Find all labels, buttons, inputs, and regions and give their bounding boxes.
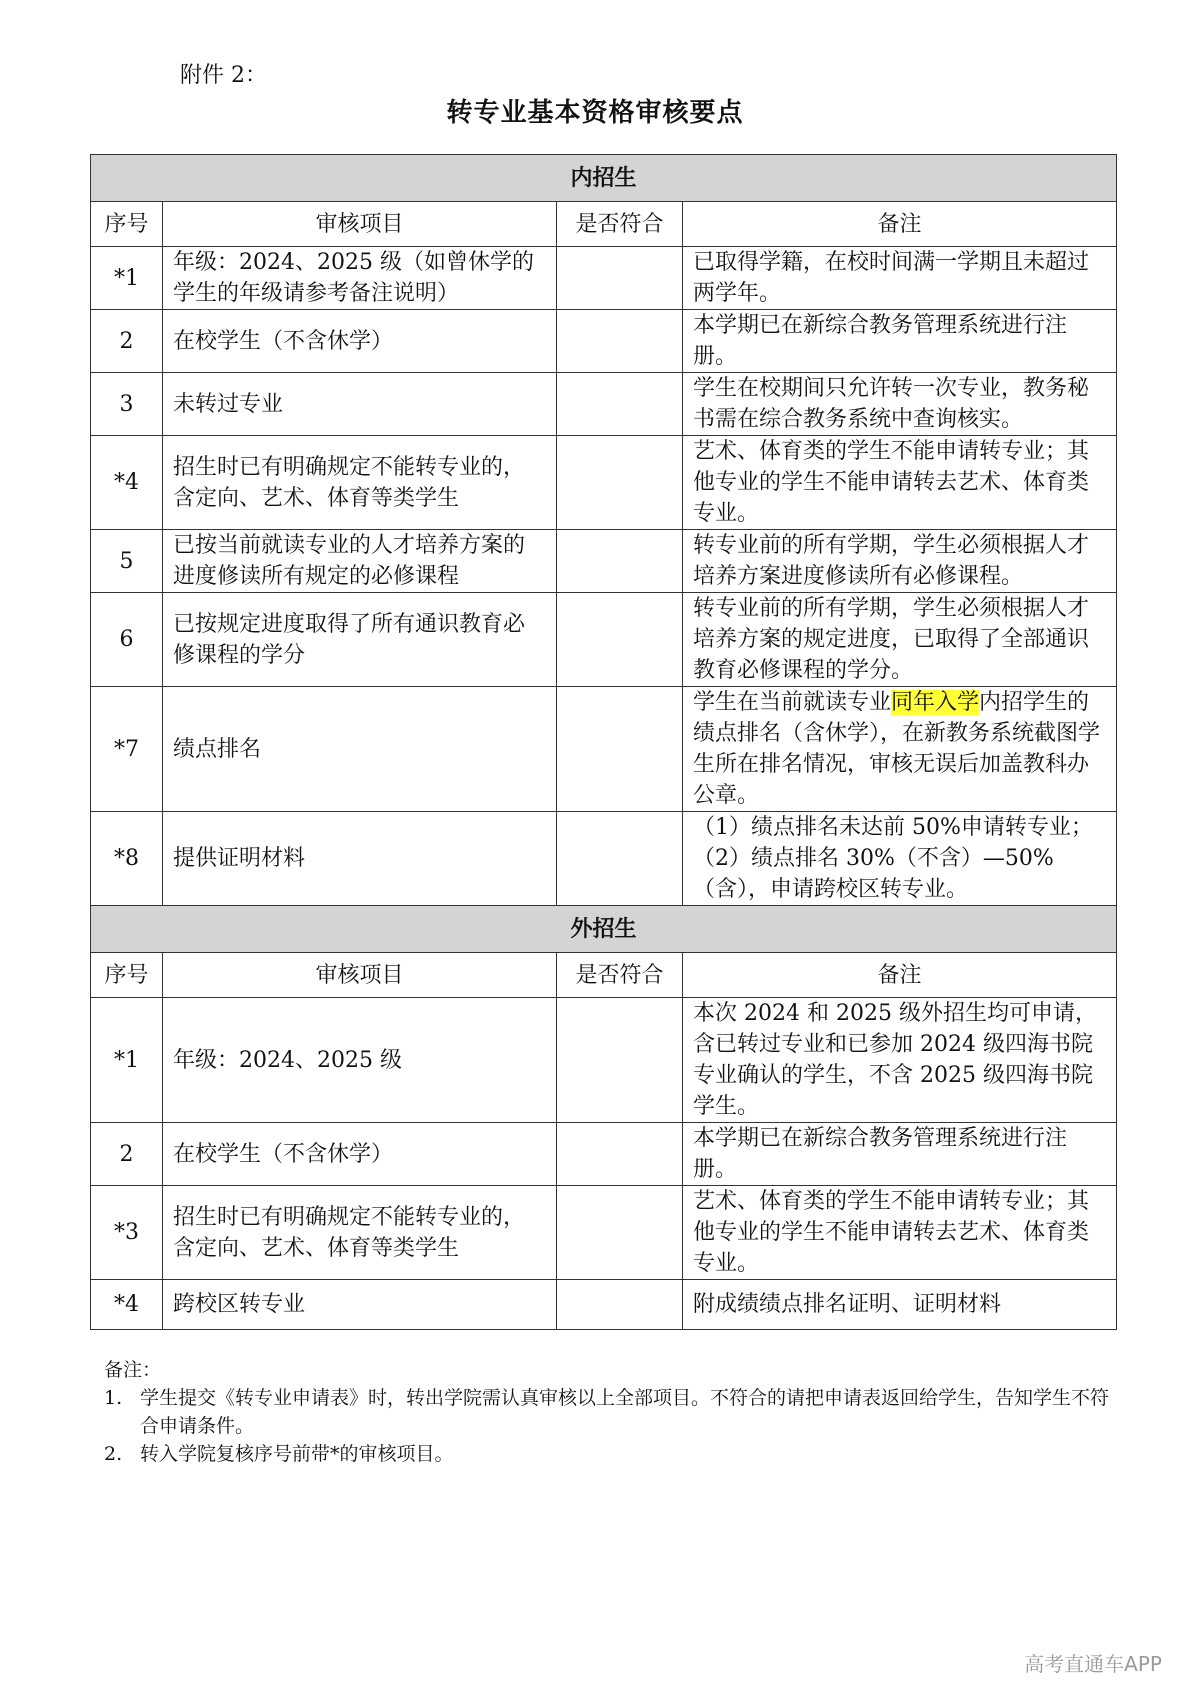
table-row xyxy=(91,998,1117,1123)
remark-cell: 附成绩绩点排名证明、证明材料 xyxy=(683,1280,1117,1330)
note-text: 转入学院复核序号前带*的审核项目。 xyxy=(140,1443,454,1465)
remark-cell: 本学期已在新综合教务管理系统进行注册。 xyxy=(683,310,1117,373)
table-row xyxy=(91,1123,1117,1186)
remark-text: 内招学生的绩点排名（含休学），在新教务系统截图学生所在排名情况，审核无误后加盖教科办公章。 xyxy=(693,690,1101,808)
review-item: 招生时已有明确规定不能转专业的，含定向、艺术、体育等类学生 xyxy=(163,1186,557,1280)
section-title-external: 外招生 xyxy=(91,906,1117,953)
col-header-remark: 备注 xyxy=(683,953,1117,998)
review-item: 年级：2024、2025 级（如曾休学的学生的年级请参考备注说明） xyxy=(163,247,557,310)
note-number: 2. xyxy=(104,1443,123,1465)
review-item: 绩点排名 xyxy=(163,687,557,812)
row-number: *4 xyxy=(91,1280,163,1330)
watermark: 高考直通车APP xyxy=(1024,1652,1162,1676)
remark-cell: 学生在校期间只允许转一次专业，教务秘书需在综合教务系统中查询核实。 xyxy=(683,373,1117,436)
document-title: 转专业基本资格审核要点 xyxy=(446,98,744,128)
remark-line: （2）绩点排名 30%（不含）—50%（含），申请跨校区转专业。 xyxy=(693,846,1054,902)
remark-cell xyxy=(683,687,1117,812)
compliance-cell[interactable] xyxy=(557,247,683,310)
col-header-ok: 是否符合 xyxy=(557,202,683,247)
col-header-no: 序号 xyxy=(91,202,163,247)
note-item xyxy=(104,1440,1114,1468)
row-number: *1 xyxy=(91,998,163,1123)
compliance-cell[interactable] xyxy=(557,1186,683,1280)
review-item: 提供证明材料 xyxy=(163,812,557,906)
remark-line: （1）绩点排名未达前 50%申请转专业； xyxy=(693,815,1093,840)
remark-cell: 本学期已在新综合教务管理系统进行注册。 xyxy=(683,1123,1117,1186)
notes-label: 备注： xyxy=(104,1359,162,1381)
notes-section xyxy=(104,1356,1114,1468)
review-item: 年级：2024、2025 级 xyxy=(163,998,557,1123)
table-row xyxy=(91,436,1117,530)
compliance-cell[interactable] xyxy=(557,812,683,906)
section-header-row xyxy=(91,155,1117,202)
compliance-cell[interactable] xyxy=(557,593,683,687)
table-row xyxy=(91,1186,1117,1280)
column-header-row xyxy=(91,202,1117,247)
note-number: 1. xyxy=(104,1387,123,1409)
table-row xyxy=(91,373,1117,436)
section-header-row xyxy=(91,906,1117,953)
table-row xyxy=(91,530,1117,593)
review-item: 在校学生（不含休学） xyxy=(163,1123,557,1186)
table-row xyxy=(91,687,1117,812)
review-item: 已按规定进度取得了所有通识教育必修课程的学分 xyxy=(163,593,557,687)
column-header-row xyxy=(91,953,1117,998)
remark-cell: 艺术、体育类的学生不能申请转专业；其他专业的学生不能申请转去艺术、体育类专业。 xyxy=(683,1186,1117,1280)
row-number: 2 xyxy=(91,310,163,373)
compliance-cell[interactable] xyxy=(557,310,683,373)
remark-cell: 转专业前的所有学期，学生必须根据人才培养方案的规定进度，已取得了全部通识教育必修课程的学分。 xyxy=(683,593,1117,687)
row-number: 3 xyxy=(91,373,163,436)
compliance-cell[interactable] xyxy=(557,530,683,593)
col-header-item: 审核项目 xyxy=(163,202,557,247)
remark-cell: 转专业前的所有学期，学生必须根据人才培养方案进度修读所有必修课程。 xyxy=(683,530,1117,593)
remark-cell: 本次 2024 和 2025 级外招生均可申请，含已转过专业和已参加 2024 级四海书院专业确认的学生，不含 2025 级四海书院学生。 xyxy=(683,998,1117,1123)
note-item xyxy=(104,1384,1114,1440)
review-item: 在校学生（不含休学） xyxy=(163,310,557,373)
review-item: 未转过专业 xyxy=(163,373,557,436)
col-header-no: 序号 xyxy=(91,953,163,998)
compliance-cell[interactable] xyxy=(557,687,683,812)
table-row xyxy=(91,310,1117,373)
row-number: 5 xyxy=(91,530,163,593)
row-number: 2 xyxy=(91,1123,163,1186)
row-number: *7 xyxy=(91,687,163,812)
row-number: *4 xyxy=(91,436,163,530)
compliance-cell[interactable] xyxy=(557,1123,683,1186)
section-title-internal: 内招生 xyxy=(91,155,1117,202)
remark-cell xyxy=(683,812,1117,906)
col-header-remark: 备注 xyxy=(683,202,1117,247)
compliance-cell[interactable] xyxy=(557,436,683,530)
remark-text: 学生在当前就读专业 xyxy=(693,690,892,715)
remark-cell: 艺术、体育类的学生不能申请转专业；其他专业的学生不能申请转去艺术、体育类专业。 xyxy=(683,436,1117,530)
table-row xyxy=(91,1280,1117,1330)
attachment-label: 附件 2： xyxy=(180,63,267,88)
col-header-ok: 是否符合 xyxy=(557,953,683,998)
highlighted-text: 同年入学 xyxy=(891,690,980,715)
table-row xyxy=(91,812,1117,906)
review-item: 跨校区转专业 xyxy=(163,1280,557,1330)
review-item: 招生时已有明确规定不能转专业的，含定向、艺术、体育等类学生 xyxy=(163,436,557,530)
row-number: *8 xyxy=(91,812,163,906)
row-number: *1 xyxy=(91,247,163,310)
compliance-cell[interactable] xyxy=(557,998,683,1123)
col-header-item: 审核项目 xyxy=(163,953,557,998)
review-table xyxy=(90,154,1117,1330)
row-number: *3 xyxy=(91,1186,163,1280)
review-item: 已按当前就读专业的人才培养方案的进度修读所有规定的必修课程 xyxy=(163,530,557,593)
note-text: 学生提交《转专业申请表》时，转出学院需认真审核以上全部项目。不符合的请把申请表返回给学生，告知学生不符合申请条件。 xyxy=(140,1387,1110,1437)
row-number: 6 xyxy=(91,593,163,687)
compliance-cell[interactable] xyxy=(557,373,683,436)
table-row xyxy=(91,593,1117,687)
table-row xyxy=(91,247,1117,310)
remark-cell: 已取得学籍，在校时间满一学期且未超过两学年。 xyxy=(683,247,1117,310)
compliance-cell[interactable] xyxy=(557,1280,683,1330)
